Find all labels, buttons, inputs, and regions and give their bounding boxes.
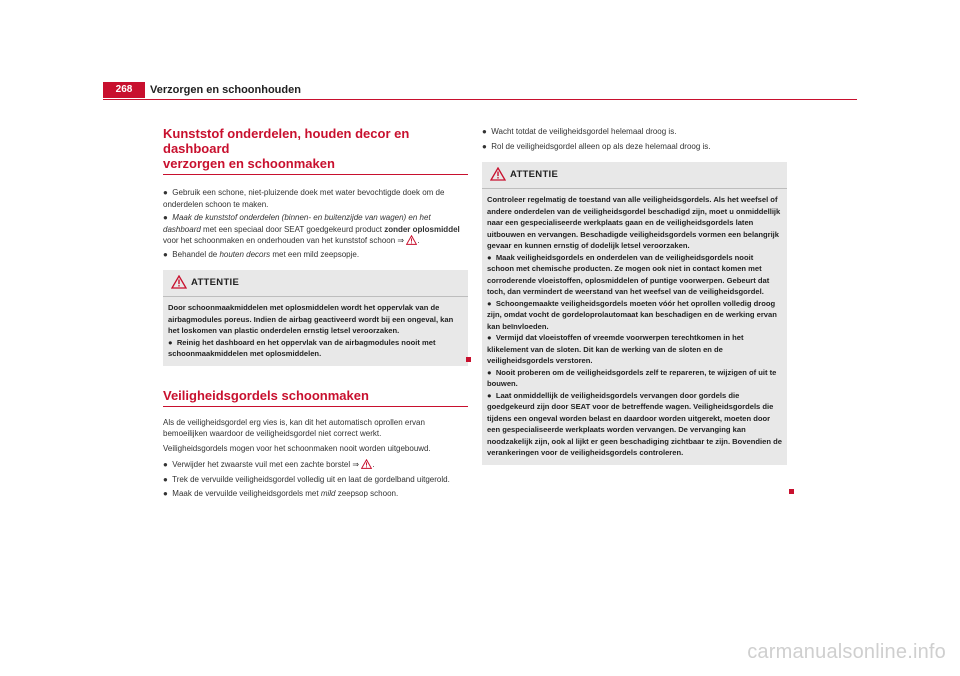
warning-triangle-icon — [490, 167, 506, 181]
bullet-text: zeepsop schoon. — [335, 489, 399, 498]
bullet-text: Reinig het dashboard en het oppervlak van de airbagmodules nooit met schoonmaakmiddelen met oplosmiddelen. — [168, 337, 436, 358]
bullet-text: voor het schoonmaken en onderhouden van het kunststof schoon ⇒ — [163, 236, 405, 245]
attention-title: ATTENTIE — [191, 277, 240, 288]
watermark: carmanualsonline.info — [747, 641, 946, 663]
list-item: ● Schoongemaakte veiligheidsgordels moeten vóór het oprollen volledig droog zijn, omdat vocht de gordeloprolautomaat kan beschadigen en de werking ervan kan beïnvloeden. — [487, 298, 777, 331]
bullet-text: Wacht totdat de veiligheidsgordel helemaal droog is. — [491, 127, 677, 136]
bullet-text: Verwijder het zwaarste vuil met een zachte borstel ⇒ — [172, 460, 360, 469]
bullet-text: Nooit proberen om de veiligheidsgordels zelf te repareren, te wijzigen of uit te bouwen. — [487, 367, 777, 388]
bullet-text: Schoongemaakte veiligheidsgordels moeten vóór het oprollen volledig droog zijn, omdat vocht de gordeloprolautomaat kan beschadigen en de werking ervan kan beïnvloeden. — [487, 298, 777, 331]
section-end-marker — [789, 489, 794, 494]
list-item: ● Maak veiligheidsgordels en onderdelen van de veiligheidsgordels nooit schoon met chemische producten. Ze mogen ook niet in contact komen met corroderende vloeistoffen, oplosmiddelen of puntige voorwerpen. Gebeurt dat toch, dan vermindert de weerstand van het weefsel van de veiligheidsgordel. — [487, 252, 770, 296]
running-head: Verzorgen en schoonhouden — [150, 84, 301, 96]
bullet-text: Laat onmiddellijk de veiligheidsgordels vervangen door gordels die goedgekeurd zijn door SEAT voor de betreffende wagen. Veiligheidsgordels die tijdens een ongeval worden belast en daardoor worden uitgerekt, moeten door een gespecialiseerde werkplaats worden vervangen. De vervanging kan noodzakelijk zijn, ook al lijkt er geen beschadiging zichtbaar te zijn. Bovendien de verankeringen voor de veiligheidsgordels controleren. — [487, 390, 782, 457]
bullet-text: Behandel de — [172, 249, 220, 259]
header-rule — [103, 99, 857, 100]
list-item: ● Maak de kunststof onderdelen (binnen- en buitenzijde van wagen) en het dashboard met een speciaal door SEAT goedgekeurd product zonder oplosmiddel voor het schoonmaken en onderhouden van het kunststof schoon ⇒ . — [163, 213, 460, 245]
section-title-line1: Kunststof onderdelen, houden decor en dashboard — [163, 126, 410, 156]
warning-triangle-icon — [171, 275, 187, 289]
list-item: ● Vermijd dat vloeistoffen of vreemde voorwerpen terechtkomen in het klikelement van de sloten. Dit kan de werking van de sloten en de veiligheidsgordels verstoren. — [487, 333, 744, 365]
paragraph: Als de veiligheidsgordel erg vies is, kan dit het automatisch oprollen ervan bemoeilijken waardoor de veiligheidsgordel niet correct werkt. — [163, 417, 425, 438]
bullet-text: Vermijd dat vloeistoffen of vreemde voorwerpen terechtkomen in het klikelement van de sloten. Dit kan de werking van de sloten en de veiligheidsgordels verstoren. — [487, 333, 744, 365]
paragraph: Veiligheidsgordels mogen voor het schoonmaken nooit worden uitgebouwd. — [163, 443, 431, 453]
attention-title: ATTENTIE — [510, 169, 559, 180]
bullet-italic: mild — [320, 489, 336, 498]
bullet-italic: houten decors — [219, 249, 271, 259]
bullet-text: met een mild zeepsopje. — [270, 249, 360, 259]
list-item: ● Maak de vervuilde veiligheidsgordels met mild zeepsop schoon. — [163, 489, 399, 498]
bullet-text: Gebruik een schone, niet-pluizende doek met water bevochtigde doek om de onderdelen schoon te maken. — [163, 188, 445, 209]
list-item: ● Nooit proberen om de veiligheidsgordels zelf te repareren, te wijzigen of uit te bouwen. — [487, 367, 777, 388]
bullet-text: Trek de vervuilde veiligheidsgordel volledig uit en laat de gordelband uitgerold. — [172, 474, 450, 484]
attention-header — [163, 270, 468, 297]
bullet-text: Rol de veiligheidsgordel alleen op als deze helemaal droog is. — [491, 141, 711, 151]
page-number: 268 — [115, 84, 133, 95]
list-item: ● Wacht totdat de veiligheidsgordel helemaal droog is. — [482, 127, 677, 136]
list-item: ● Trek de vervuilde veiligheidsgordel volledig uit en laat de gordelband uitgerold. — [163, 474, 450, 484]
attention-paragraph: Door schoonmaakmiddelen met oplosmiddelen wordt het oppervlak van de airbagmodules poreus. Indien de airbag geactiveerd wordt bij een ongeval, kan het loskomen van plastic onderdelen ernstig letsel veroorzaken. — [168, 303, 454, 335]
section-rule — [163, 406, 468, 407]
list-item: ● Rol de veiligheidsgordel alleen op als deze helemaal droog is. — [482, 141, 711, 151]
attention-box — [482, 162, 787, 465]
warning-triangle-icon — [361, 459, 372, 469]
section-end-marker — [466, 357, 471, 362]
warning-triangle-icon — [406, 235, 417, 245]
attention-box — [163, 270, 468, 366]
list-item: ● Verwijder het zwaarste vuil met een zachte borstel ⇒ . — [163, 460, 375, 469]
left-column — [163, 126, 468, 500]
list-item: ● Behandel de houten decors met een mild zeepsopje. — [163, 249, 360, 259]
bullet-text: met een speciaal door SEAT goedgekeurd product — [200, 224, 385, 234]
bullet-bold: zonder oplosmiddel — [384, 224, 460, 234]
section-rule — [163, 174, 468, 175]
attention-body — [163, 297, 468, 366]
attention-paragraph: Controleer regelmatig de toestand van alle veiligheidsgordels. Als het weefsel of andere onderdelen van de veiligheidsgordel beschadigd zijn, moet u onmiddellijk naar een gespecialiseerde werkplaats gaan en de veiligheidsgordels laten uitbouwen en vervangen. Beschadigde veiligheidsgordels vormen een belangrijk gevaar en kunnen ernstig of dodelijk letsel veroorzaken. — [487, 195, 781, 250]
section-title-line2: verzorgen en schoonmaken — [163, 156, 335, 171]
list-item: ● Laat onmiddellijk de veiligheidsgordels vervangen door gordels die goedgekeurd zijn door SEAT voor de betreffende wagen. Veiligheidsgordels die tijdens een ongeval worden belast en daardoor worden uitgerekt, moeten door een gespecialiseerde werkplaats worden vervangen. De vervanging kan noodzakelijk zijn, ook al lijkt er geen beschadiging zichtbaar te zijn. Bovendien de verankeringen voor de veiligheidsgordels controleren. — [487, 390, 782, 457]
section-title-plastic-parts — [163, 126, 468, 171]
bullet-text: Maak de vervuilde veiligheidsgordels met — [172, 489, 321, 498]
bullet-text: Maak veiligheidsgordels en onderdelen van de veiligheidsgordels nooit schoon met chemische producten. Ze mogen ook niet in contact komen met corroderende vloeistoffen, oplosmiddelen of puntige voorwerpen. Gebeurt dat toch, dan vermindert de weerstand van het weefsel van de veiligheidsgordel. — [487, 252, 770, 296]
right-column — [482, 126, 787, 465]
attention-body — [482, 189, 787, 465]
list-item: ● Gebruik een schone, niet-pluizende doek met water bevochtigde doek om de onderdelen schoon te maken. — [163, 188, 445, 209]
section-title-seatbelts: Veiligheidsgordels schoonmaken — [163, 387, 369, 403]
bullet-italic: Maak de kunststof onderdelen (binnen- en buitenzijde van wagen) en het dashboard — [163, 213, 431, 234]
list-item: ● Reinig het dashboard en het oppervlak van de airbagmodules nooit met schoonmaakmiddelen met oplosmiddelen. — [168, 337, 436, 358]
attention-header — [482, 162, 787, 189]
